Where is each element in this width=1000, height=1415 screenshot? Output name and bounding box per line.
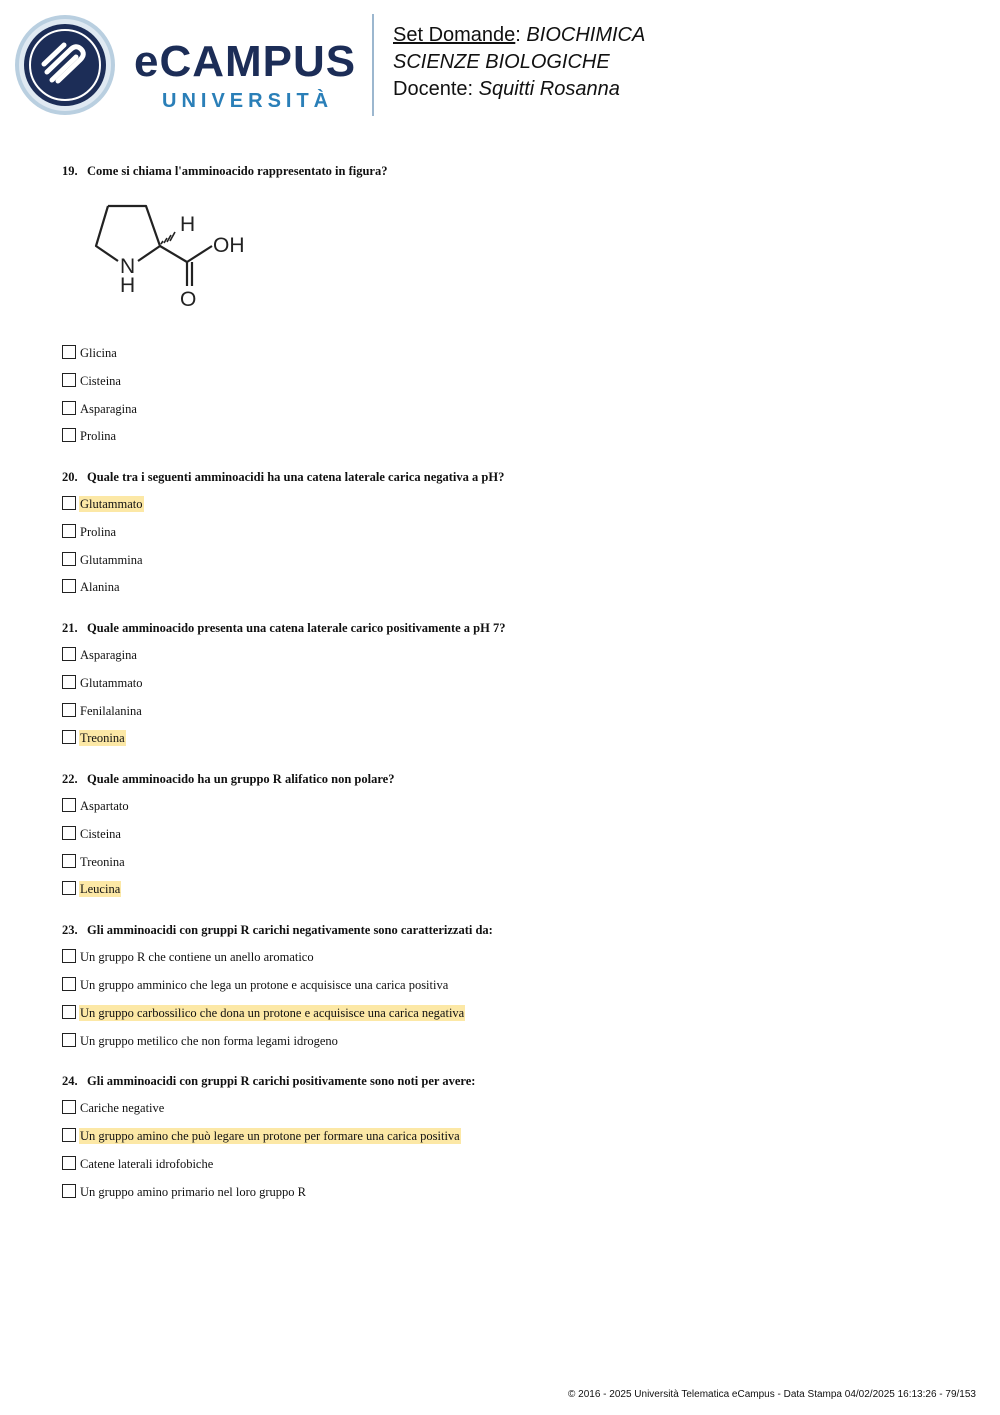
mol-label-o: O <box>180 288 197 311</box>
question-number: 20. <box>62 470 78 484</box>
checkbox[interactable] <box>62 1005 76 1019</box>
option-text: Alanina <box>80 580 120 595</box>
ecampus-logo <box>14 14 359 118</box>
set-value: BIOCHIMICA <box>526 24 646 46</box>
teacher-label: Docente: <box>393 78 474 100</box>
answer-option[interactable] <box>62 495 144 511</box>
checkbox[interactable] <box>62 524 76 538</box>
answer-option[interactable] <box>62 1099 165 1115</box>
question-number: 24. <box>62 1074 78 1088</box>
checkbox[interactable] <box>62 730 76 744</box>
option-text-highlighted: Treonina <box>80 731 125 746</box>
set-label: Set Domande <box>393 24 516 46</box>
option-text-highlighted: Un gruppo amino che può legare un protone per formare una carica positiva <box>80 1129 460 1144</box>
option-text-highlighted: Leucina <box>80 882 121 897</box>
question-text: Quale amminoacido presenta una catena laterale carico positivamente a pH 7? <box>87 621 506 635</box>
option-text: Cariche negative <box>80 1101 165 1116</box>
course-line <box>393 49 645 76</box>
checkbox[interactable] <box>62 1156 76 1170</box>
checkbox[interactable] <box>62 401 76 415</box>
checkbox[interactable] <box>62 826 76 840</box>
option-text: Asparagina <box>80 648 137 663</box>
question-text: Quale amminoacido ha un gruppo R alifatico non polare? <box>87 772 395 786</box>
question-23 <box>62 922 493 938</box>
question-number: 23. <box>62 923 78 937</box>
teacher-name: Squitti Rosanna <box>478 78 620 100</box>
checkbox[interactable] <box>62 798 76 812</box>
option-text-highlighted: Un gruppo carbossilico che dona un protone e acquisisce una carica negativa <box>80 1006 465 1021</box>
option-text: Un gruppo amino primario nel loro gruppo R <box>80 1185 307 1200</box>
question-text: Gli amminoacidi con gruppi R carichi positivamente sono noti per avere: <box>87 1074 476 1088</box>
header-divider <box>372 14 374 116</box>
option-text: Glutammina <box>80 553 143 568</box>
question-text: Quale tra i seguenti amminoacidi ha una catena laterale carica negativa a pH? <box>87 470 505 484</box>
answer-option[interactable] <box>62 1183 307 1199</box>
answer-option[interactable] <box>62 400 138 416</box>
answer-option[interactable] <box>62 1155 214 1171</box>
question-number: 21. <box>62 621 78 635</box>
answer-option[interactable] <box>62 976 449 992</box>
question-21 <box>62 620 505 636</box>
option-text: Un gruppo metilico che non forma legami idrogeno <box>80 1034 338 1049</box>
checkbox[interactable] <box>62 373 76 387</box>
page-footer: © 2016 - 2025 Università Telematica eCampus - Data Stampa 04/02/2025 16:13:26 - 79/153 <box>568 1389 976 1400</box>
answer-option[interactable] <box>62 880 121 896</box>
checkbox[interactable] <box>62 647 76 661</box>
mol-label-h-top: H <box>180 213 196 236</box>
university-seal-icon <box>14 14 116 116</box>
checkbox[interactable] <box>62 496 76 510</box>
answer-option[interactable] <box>62 797 130 813</box>
set-line: Set Domande: BIOCHIMICA <box>393 24 646 46</box>
option-text: Glutammato <box>80 676 143 691</box>
checkbox[interactable] <box>62 345 76 359</box>
option-text: Cisteina <box>80 827 121 842</box>
answer-option[interactable] <box>62 427 117 443</box>
checkbox[interactable] <box>62 579 76 593</box>
header-info <box>393 22 645 103</box>
answer-option[interactable] <box>62 551 144 567</box>
checkbox[interactable] <box>62 428 76 442</box>
option-text: Prolina <box>80 525 117 540</box>
answer-option[interactable] <box>62 1032 339 1048</box>
checkbox[interactable] <box>62 1184 76 1198</box>
page-header <box>0 0 1000 130</box>
question-text: Come si chiama l'amminoacido rappresentato in figura? <box>87 164 388 178</box>
option-text-highlighted: Glutammato <box>80 497 143 512</box>
option-text: Catene laterali idrofobiche <box>80 1157 214 1172</box>
answer-option[interactable] <box>62 578 121 594</box>
option-text: Treonina <box>80 855 125 870</box>
checkbox[interactable] <box>62 675 76 689</box>
proline-structure-icon <box>88 198 258 313</box>
answer-option[interactable] <box>62 646 138 662</box>
question-number: 19. <box>62 164 78 178</box>
mol-label-n: N <box>120 255 136 278</box>
answer-option[interactable] <box>62 825 122 841</box>
question-19 <box>62 163 387 179</box>
checkbox[interactable] <box>62 977 76 991</box>
checkbox[interactable] <box>62 703 76 717</box>
checkbox[interactable] <box>62 1033 76 1047</box>
checkbox[interactable] <box>62 552 76 566</box>
option-text: Un gruppo R che contiene un anello aromatico <box>80 950 314 965</box>
option-text: Un gruppo amminico che lega un protone e acquisisce una carica positiva <box>80 978 449 993</box>
course-name: SCIENZE BIOLOGICHE <box>393 51 610 73</box>
option-text: Aspartato <box>80 799 129 814</box>
logo-wordmark: eCAMPUS <box>134 37 357 86</box>
logo-subtitle: UNIVERSITÀ <box>162 90 334 112</box>
option-text: Fenilalanina <box>80 704 142 719</box>
answer-option[interactable] <box>62 523 117 539</box>
answer-option[interactable] <box>62 1127 461 1143</box>
question-22 <box>62 771 394 787</box>
answer-option[interactable] <box>62 674 144 690</box>
question-20 <box>62 469 504 485</box>
answer-option[interactable] <box>62 729 126 745</box>
option-text: Prolina <box>80 429 117 444</box>
checkbox[interactable] <box>62 1100 76 1114</box>
option-text: Asparagina <box>80 402 137 417</box>
question-number: 22. <box>62 772 78 786</box>
checkbox[interactable] <box>62 881 76 895</box>
answer-option[interactable] <box>62 372 122 388</box>
question-24 <box>62 1073 475 1089</box>
question-text: Gli amminoacidi con gruppi R carichi negativamente sono caratterizzati da: <box>87 923 493 937</box>
checkbox[interactable] <box>62 854 76 868</box>
answer-option[interactable] <box>62 853 126 869</box>
answer-option[interactable] <box>62 344 118 360</box>
answer-option[interactable] <box>62 702 143 718</box>
option-text: Glicina <box>80 346 117 361</box>
option-text: Cisteina <box>80 374 121 389</box>
checkbox[interactable] <box>62 1128 76 1142</box>
answer-option[interactable] <box>62 948 315 964</box>
mol-label-oh: OH <box>213 234 245 257</box>
mol-label-h-bottom: H <box>120 274 136 297</box>
answer-option[interactable] <box>62 1004 465 1020</box>
checkbox[interactable] <box>62 949 76 963</box>
teacher-line <box>393 76 645 103</box>
